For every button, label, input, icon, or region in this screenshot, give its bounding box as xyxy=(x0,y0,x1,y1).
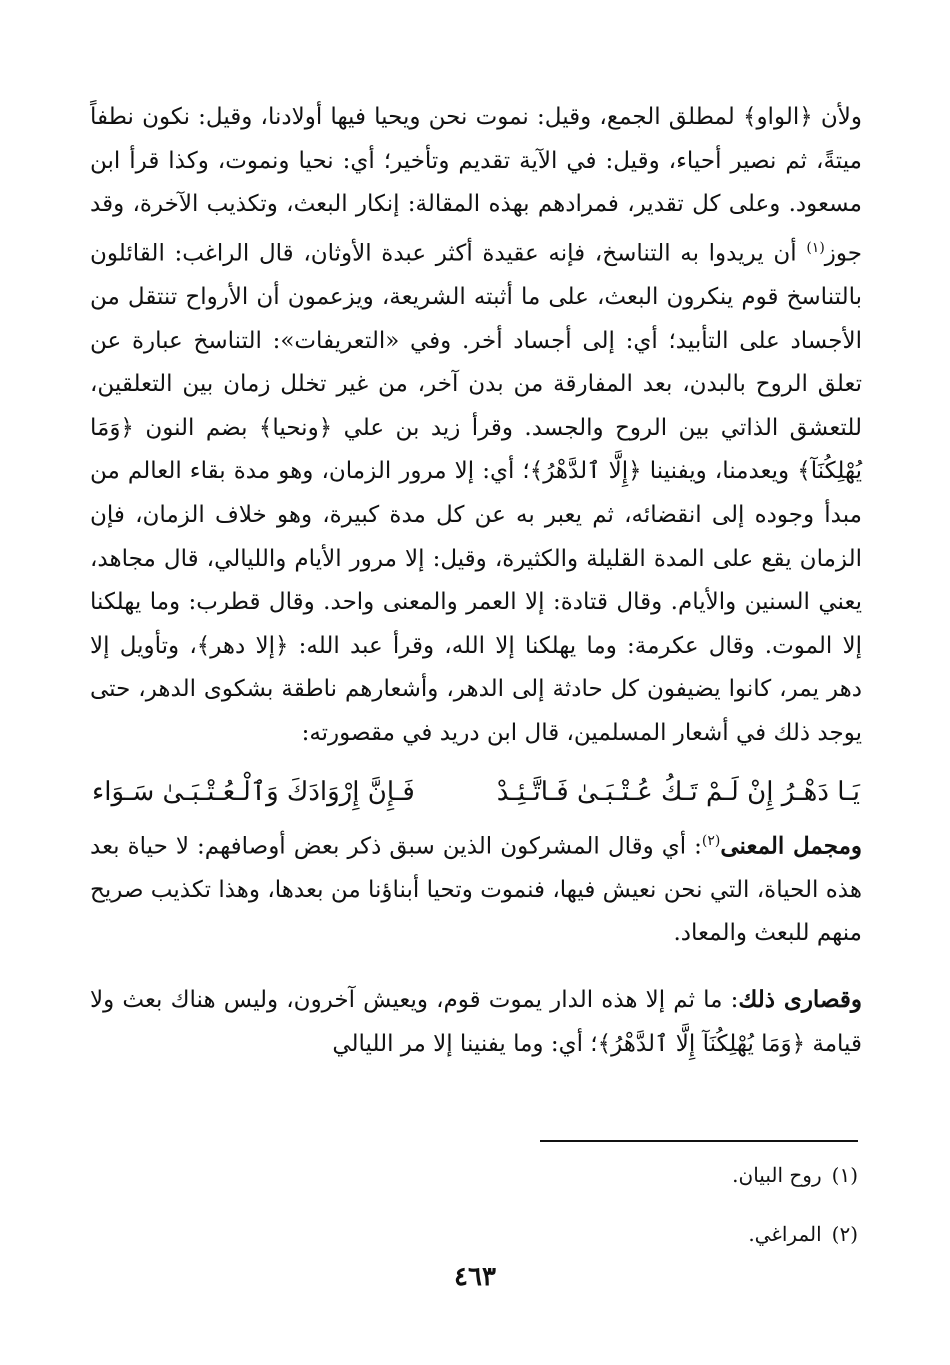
footnote-2-number: (٢) xyxy=(831,1222,858,1246)
footnote-separator xyxy=(540,1140,858,1142)
footnote-2 xyxy=(748,1222,858,1246)
paragraph-3-heading: وقصارى ذلك xyxy=(738,986,862,1013)
footnote-1-text: روح البيان. xyxy=(732,1163,822,1187)
footnote-1-number: (١) xyxy=(831,1163,858,1187)
paragraph-1-text: ولأن ﴿الواو﴾ لمطلق الجمع، وقيل: نموت نحن ويحيا فيها أولادنا، وقيل: نكون نطفاً ميتةً، ثم نصير أحياء، وقيل: في الآية تقديم وتأخير؛ أي: نحيا ونموت، وكذا قرأ ابن مسعود. وعلى كل تقدير، فمرادهم بهذه المقالة: إنكار البعث، وتكذيب الآخرة، وقد جوز xyxy=(90,104,862,267)
page-number: ٤٦٣ xyxy=(454,1262,496,1292)
footnote-ref-1: (١) xyxy=(806,239,825,256)
footnote-ref-2: (٢) xyxy=(701,832,721,849)
footnote-2-text: المراغي. xyxy=(748,1222,822,1246)
verse-second-hemistich: فَـإِنَّ إِرْوَادَكَ وَٱلْـعُـتْـبَـىٰ سَـوَاء xyxy=(92,776,415,807)
paragraph-spacer xyxy=(90,956,862,978)
paragraph-3 xyxy=(90,978,862,1066)
verse-first-hemistich: يَـا دَهْـرُ إِنْ لَـمْ تَـكُ عُـتْـبَـىٰ فَـاتَّـئِـدْ xyxy=(496,776,860,807)
paragraph-1 xyxy=(90,96,862,756)
footnote-1 xyxy=(732,1163,858,1187)
main-text xyxy=(90,96,862,1066)
poetry-verse xyxy=(90,770,862,814)
paragraph-2-text: : أي وقال المشركون الذين سبق ذكر بعض أوصافهم: لا حياة بعد هذه الحياة، التي نحن نعيش فيها، فنموت وتحيا أبناؤنا من بعدها، وهذا تكذيب صريح منهم للبعث والمعاد. xyxy=(90,833,862,947)
paragraph-2-heading: ومجمل المعنى xyxy=(720,832,862,860)
paragraph-1-continued: أن يريدوا به التناسخ، فإنه عقيدة أكثر عبدة الأوثان، قال الراغب: القائلون بالتناسخ قوم ينكرون البعث، على ما أثبته الشريعة، ويزعمون أن الأرواح تنتقل من الأجساد على التأبيد؛ أي: إلى أجساد أخر. وفي «التعريفات»: التناسخ عبارة عن تعلق الروح بالبدن، بعد المفارقة من بدن آخر، من غير تخلل زمان بين التعلقين، للتعشق الذاتي بين الروح والجسد. وقرأ زيد بن علي ﴿ونحيا﴾ بضم النون ﴿وَمَا يُهْلِكُنَآ﴾ ويعدمنا، ويفنينا ﴿إِلَّا ٱلدَّهْرُ﴾؛ أي: إلا مرور الزمان، وهو مدة بقاء العالم من مبدأ وجوده إلى انقضائه، ثم يعبر به عن كل مدة كبيرة، وهو خلاف الزمان، فإن الزمان يقع على المدة القليلة والكثيرة، وقيل: إلا مرور الأيام والليالي، قال مجاهد، يعني السنين والأيام. وقال قتادة: إلا العمر والمعنى واحد. وقال قطرب: وما يهلكنا إلا الموت. وقال عكرمة: وما يهلكنا إلا الله، وقرأ عبد الله: ﴿إلا دهر﴾، وتأويل إلا دهر يمر، كانوا يضيفون كل حادثة إلى الدهر، وأشعارهم ناطقة بشكوى الدهر، حتى يوجد ذلك في أشعار المسلمين، قال ابن دريد في مقصورته: xyxy=(90,240,863,746)
paragraph-2 xyxy=(90,820,862,956)
paragraph-3-text: : ما ثم إلا هذه الدار يموت قوم، ويعيش آخرون، وليس هناك بعث ولا قيامة ﴿وَمَا يُهْلِكُنَآ إِلَّا ٱلدَّهْرُ﴾؛ أي: وما يفنينا إلا مر الليالي xyxy=(90,987,862,1057)
